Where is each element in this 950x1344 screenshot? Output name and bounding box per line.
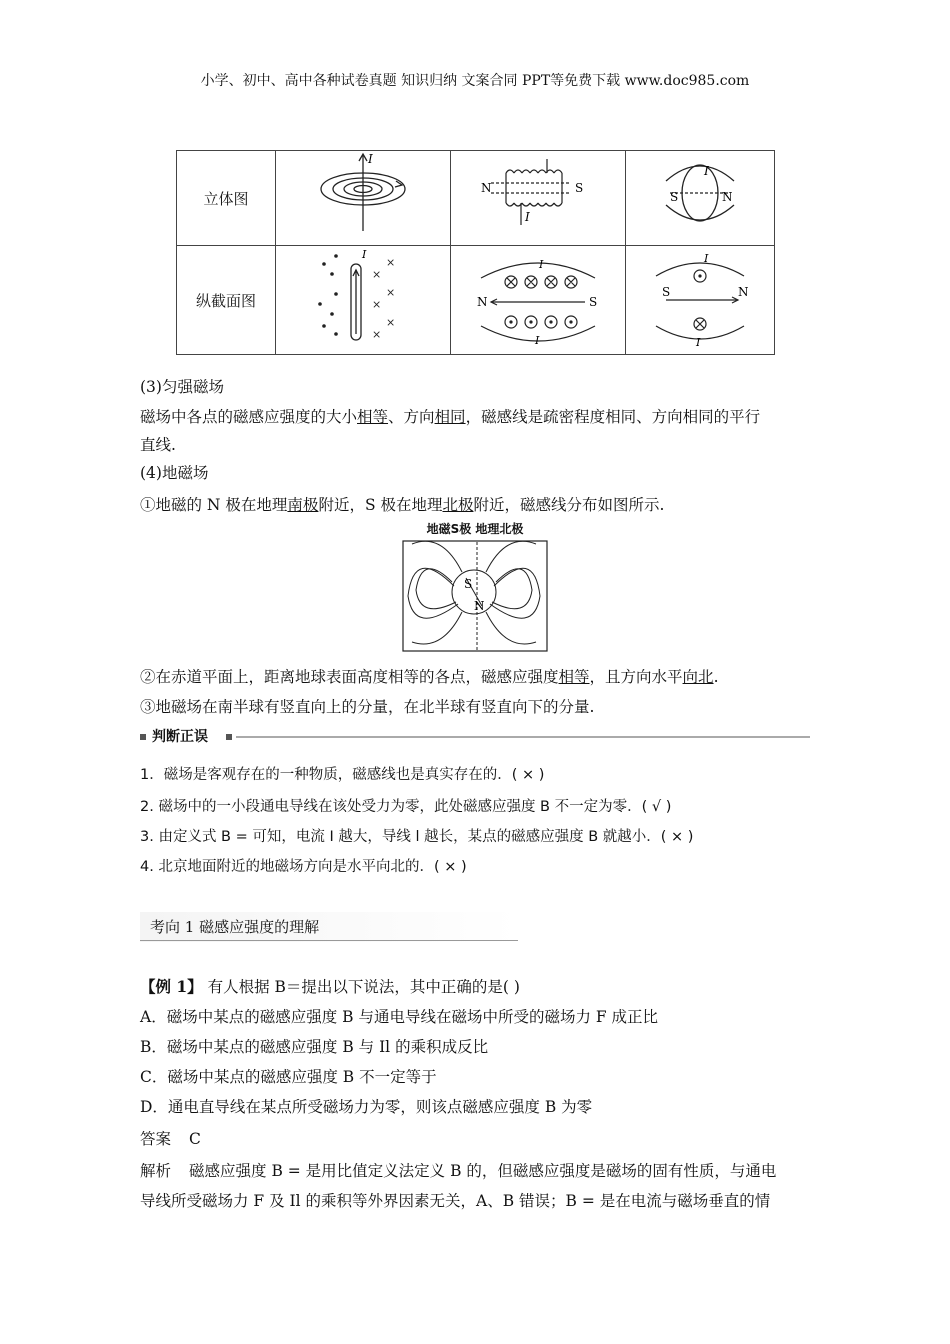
sec4-p1: ①地磁的 N 极在地理南极附近，S 极在地理北极附近，磁感线分布如图所示. [140,496,665,514]
sec4-p3: ③地磁场在南半球有竖直向上的分量，在北半球有竖直向下的分量. [140,698,595,716]
svg-text:I: I [535,334,540,347]
sec3-line1: 磁场中各点的磁感应强度的大小相等、方向相同，磁感线是疏密程度相同、方向相同的平行 [140,408,761,426]
sec3-line2: 直线. [140,436,176,454]
solenoid-3d-figure [451,151,626,246]
svg-text:N: N [474,599,485,613]
magnetic-field-table [176,150,775,355]
svg-text:×: × [386,316,396,329]
kaoxiang-underline [140,940,518,941]
option-a: A．磁场中某点的磁感应强度 B 与通电导线在磁场中所受的磁场力 F 成正比 [140,1008,659,1026]
svg-text:S: S [464,577,473,591]
svg-text:×: × [372,298,382,311]
svg-text:I: I [704,164,709,178]
option-d: D．通电直导线在某点所受磁场力为零，则该点磁感应强度 B 为零 [140,1098,593,1116]
judge-item-4: 4. 北京地面附近的地磁场方向是水平向北的．( × ) [140,859,467,875]
answer-line: 答案 C [140,1130,201,1148]
row-label-section: 纵截面图 [177,246,276,355]
svg-text:N: N [738,285,749,299]
judge-title: 判断正误 [152,729,208,745]
svg-text:I: I [696,336,701,349]
svg-text:S: S [589,295,598,309]
option-b: B．磁场中某点的磁感应强度 B 与 Il 的乘积成反比 [140,1038,489,1056]
svg-text:I: I [362,248,367,261]
straight-wire-3d-figure [276,151,451,246]
svg-text:N: N [477,295,488,309]
solenoid-section-figure [451,246,626,355]
svg-text:×: × [386,286,396,299]
straight-wire-section-figure [276,246,451,355]
sec3-title: (3)匀强磁场 [140,378,224,396]
svg-text:×: × [386,256,396,269]
judge-divider [236,736,810,738]
analysis-line-1: 解析 磁感应强度 B = 是用比值定义法定义 B 的，但磁感应强度是磁场的固有性质，与通电 [140,1162,777,1180]
svg-text:I: I [368,152,373,166]
judge-item-3: 3. 由定义式 B = 可知，电流 I 越大，导线 l 越长，某点的磁感应强度 B 就越小．( × ) [140,829,694,845]
earth-figure-caption: 地磁S极 地理北极 [426,522,524,536]
svg-text:N: N [481,181,492,195]
loop-3d-figure [626,151,775,246]
sec4-title: (4)地磁场 [140,464,209,482]
page-header: 小学、初中、高中各种试卷真题 知识归纳 文案合同 PPT等免费下载 www.doc985.com [200,73,750,89]
row-label-3d: 立体图 [177,151,276,246]
loop-section-figure [626,246,775,355]
svg-text:S: S [575,181,584,195]
svg-text:I: I [525,210,530,224]
example-stem: 【例 1】 有人根据 B＝提出以下说法，其中正确的是( ) [140,977,520,996]
analysis-line-2: 导线所受磁场力 F 及 Il 的乘积等外界因素无关，A、B 错误；B = 是在电流与磁场垂直的情 [140,1192,771,1210]
svg-text:I: I [704,252,709,265]
sec4-p2: ②在赤道平面上，距离地球表面高度相等的各点，磁感应强度相等，且方向水平向北. [140,668,719,686]
svg-text:S: S [670,190,679,204]
judge-bullet-icon [140,734,146,740]
svg-text:S: S [662,285,671,299]
svg-text:N: N [722,190,733,204]
judge-item-2: 2. 磁场中的一小段通电导线在该处受力为零，此处磁感应强度 B 不一定为零．( √ ) [140,799,672,815]
judge-bullet-icon-2 [226,734,232,740]
svg-text:I: I [539,258,544,271]
kaoxiang-label: 考向 1 磁感应强度的理解 [150,918,320,936]
earth-magnetic-field-figure [402,520,548,652]
option-c: C．磁场中某点的磁感应强度 B 不一定等于 [140,1068,437,1086]
svg-text:×: × [372,268,382,281]
judge-item-1: 1．磁场是客观存在的一种物质，磁感线也是真实存在的．( × ) [140,767,545,783]
svg-text:×: × [372,328,382,341]
